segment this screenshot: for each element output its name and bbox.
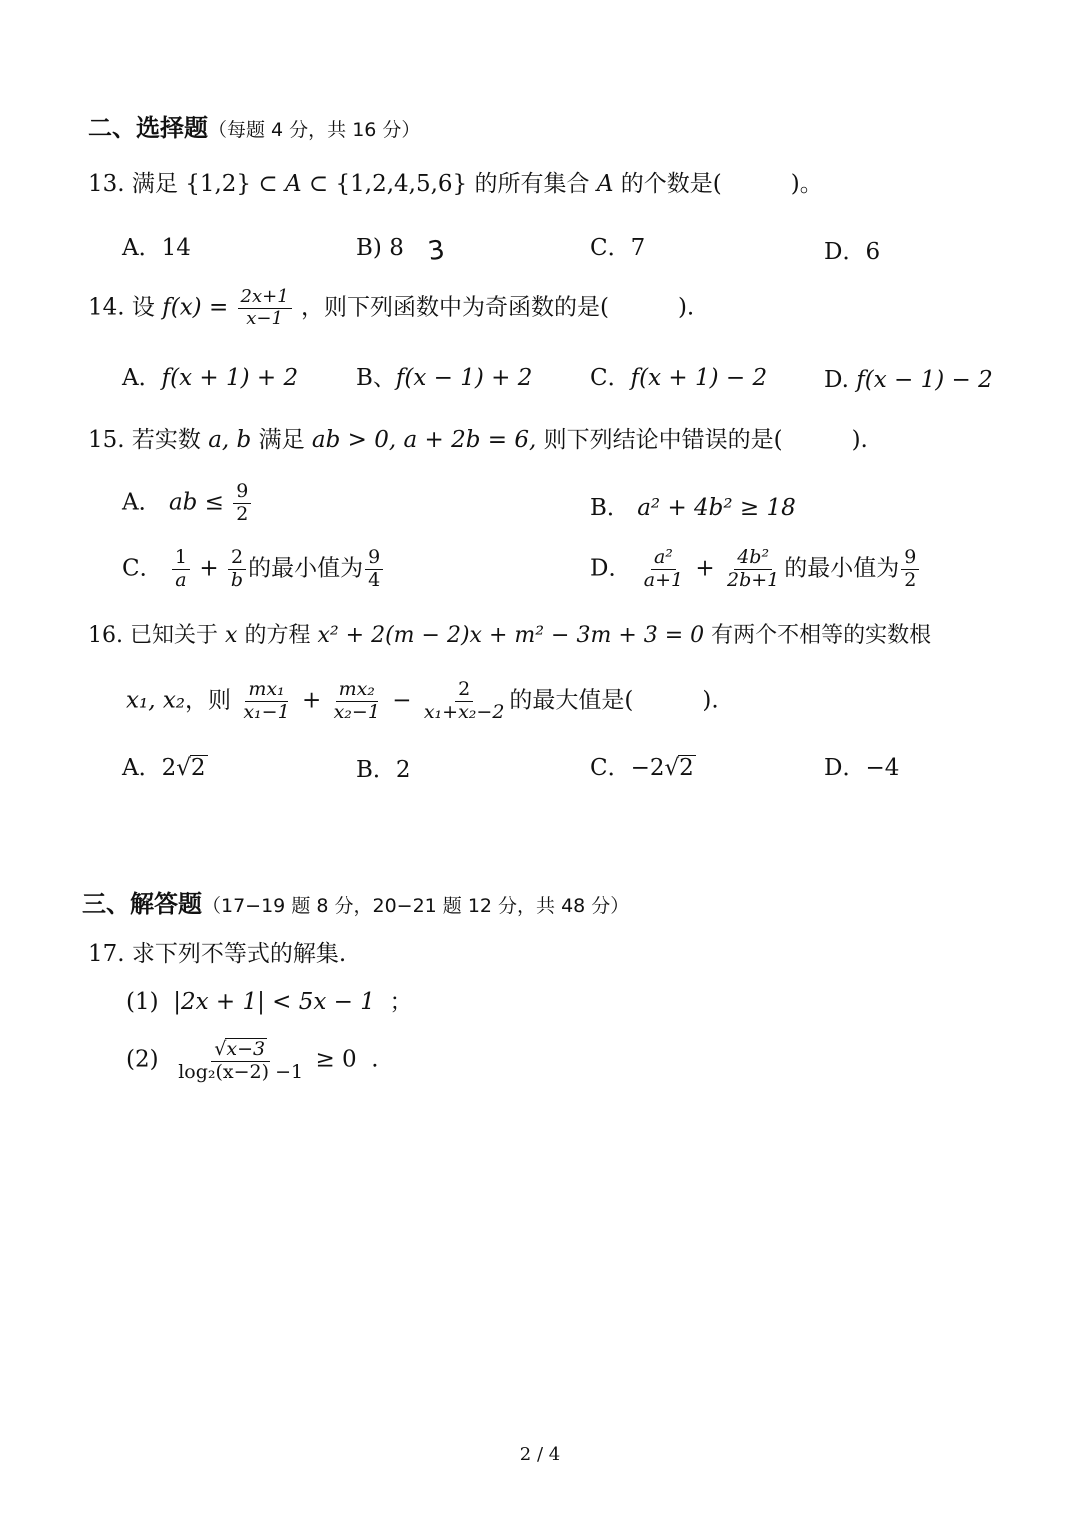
q13-option-a [122, 232, 191, 264]
q14-frac-num: 2x+1 [238, 288, 292, 309]
page-number: 2 / 4 [519, 1444, 561, 1465]
q13-A2: A [596, 171, 614, 197]
q15-option-d-n1: a² [651, 548, 676, 570]
question-16 [88, 620, 931, 652]
q14-option-c-value: f(x + 1) − 2 [630, 365, 768, 391]
q13-A: A [284, 171, 302, 197]
q16-stem-post: 有两个不相等的实数根 [711, 623, 932, 648]
q13-option-a-value: 14 [161, 235, 191, 261]
q16-stem-pre: 已知关于 [130, 623, 219, 648]
q15-option-d-d2: 2b+1 [727, 568, 780, 591]
q13-subset1: ⊂ [258, 171, 278, 197]
q17-number: 17. [88, 941, 125, 967]
q15-option-d-d1: a+1 [643, 568, 684, 591]
q14-stem-post: ，则下列函数中为奇函数的是( ). [300, 294, 695, 321]
q14-fx: f(x) = [162, 294, 229, 321]
q15-option-b-expr: a² + 4b² ≥ 18 [637, 495, 796, 521]
q16-option-c-radical: √ [664, 755, 680, 781]
q15-option-c-n1: 1 [172, 548, 190, 570]
q14-option-d-value: f(x − 1) − 2 [856, 367, 993, 393]
q16-plus: + [301, 687, 322, 714]
q15-option-d-n2: 4b² [734, 548, 772, 570]
q15-option-c-plus: + [199, 555, 219, 582]
q15-option-c [122, 548, 385, 591]
q15-option-d-plus: + [695, 555, 715, 582]
q17-part-1-label: (1) [126, 989, 159, 1015]
q15-option-d-n3: 9 [901, 548, 919, 570]
q13-option-b-value: 8 [389, 235, 404, 261]
q16-roots: x₁, x₂ [126, 687, 186, 714]
q16-option-c-label: C． [590, 755, 631, 781]
q15-stem-mid: 满足 [258, 427, 305, 453]
q17-part-2-numerator [211, 1038, 270, 1062]
q15-option-d-frac3 [901, 548, 919, 591]
section-2-note: （每题 4 分，共 16 分） [208, 119, 421, 141]
q14-frac-den: x−1 [246, 307, 283, 329]
q14-option-b-value: f(x − 1) + 2 [395, 365, 533, 391]
q17-part-1-expr: |2x + 1| < 5x − 1 [173, 989, 375, 1015]
q13-set2: {1,2,4,5,6} [335, 171, 468, 197]
q16-option-d-value: −4 [865, 755, 900, 781]
q16-f1-den: x₁−1 [243, 700, 290, 723]
q15-option-c-n2: 2 [228, 548, 246, 570]
q17-part-2-rel: ≥ 0 [315, 1046, 357, 1073]
q16-option-c [590, 752, 696, 784]
section-2-header [88, 108, 420, 143]
q14-stem-pre: 设 [131, 294, 155, 321]
q15-option-c-text: 的最小值为 [248, 555, 364, 582]
q14-option-d-label: D. [824, 367, 849, 393]
q13-option-c-value: 7 [630, 235, 646, 261]
q15-stem-pre: 若实数 [131, 427, 201, 453]
q14-option-a-label: A． [122, 365, 162, 391]
q13-stem-post: 的所有集合 [474, 171, 590, 197]
q16-then: ，则 [185, 687, 232, 714]
q17-part-2-radical: √ [214, 1038, 227, 1060]
q15-option-c-d1: a [175, 568, 187, 591]
q16-frac3 [421, 680, 508, 723]
q15-option-c-d3: 4 [368, 568, 381, 591]
q16-minus: − [392, 687, 412, 714]
q13-stem-end: 的个数是( )。 [620, 171, 823, 197]
q15-option-d-d3: 2 [904, 568, 917, 591]
q16-number: 16. [88, 623, 123, 648]
q17-stem: 求下列不等式的解集. [131, 941, 347, 967]
q15-option-d [590, 548, 921, 591]
q16-option-a-radical: √ [176, 755, 191, 781]
q16-f2-den: x₂−1 [333, 700, 380, 723]
q15-option-d-frac1 [641, 548, 686, 591]
q16-option-b-label: B． [356, 757, 396, 783]
question-17 [88, 938, 346, 970]
q15-option-c-frac1 [172, 548, 190, 591]
section-3-header [82, 884, 629, 919]
q15-option-b [590, 492, 796, 524]
q16-frac2 [331, 680, 383, 723]
q15-option-c-label: C． [122, 555, 163, 582]
q15-option-a-fraction [233, 482, 251, 525]
q15-option-a-den: 2 [236, 502, 249, 525]
q13-handwritten-mark: 3 [425, 234, 447, 268]
q13-option-a-label: A． [122, 235, 162, 261]
question-13 [88, 168, 823, 200]
q14-number: 14. [88, 294, 125, 321]
section-3-title: 三、解答题 [82, 890, 202, 918]
q16-option-d [824, 752, 899, 784]
q16-line2 [126, 680, 719, 723]
q14-option-a [122, 362, 298, 394]
q14-option-b-label: B、 [356, 365, 396, 391]
q15-option-a-label: A． [122, 489, 162, 516]
q15-option-d-frac2 [724, 548, 782, 591]
q16-stem-mid: 的方程 [244, 623, 311, 648]
q15-option-b-label: B． [590, 495, 630, 521]
q13-option-c-label: C． [590, 235, 631, 261]
q15-option-a-expr: ab ≤ [168, 489, 224, 516]
question-15 [88, 424, 868, 456]
q16-option-a-coef: 2 [161, 755, 177, 781]
q16-option-a [122, 752, 208, 784]
q17-part-1 [126, 986, 413, 1018]
section-2-title: 二、选择题 [88, 114, 208, 142]
q14-option-b [356, 362, 532, 394]
q17-part-2-den: log₂(x−2) −1 [178, 1060, 304, 1083]
q16-option-a-label: A． [122, 755, 162, 781]
q15-option-c-frac2 [228, 548, 246, 591]
q13-subset2: ⊂ [308, 171, 329, 197]
q13-option-d-label: D． [824, 239, 866, 265]
q14-fraction [238, 288, 292, 329]
q17-part-2-label: (2) [126, 1046, 159, 1073]
q15-number: 15. [88, 427, 125, 453]
q16-f3-num: 2 [455, 680, 473, 702]
q14-option-c-label: C． [590, 365, 631, 391]
q17-part-2 [126, 1038, 379, 1083]
q16-frac1 [240, 680, 292, 723]
q13-stem-pre: 满足 [131, 171, 178, 197]
q13-number: 13. [88, 171, 125, 197]
q15-option-c-frac3 [365, 548, 383, 591]
q13-option-d [824, 236, 880, 268]
q16-x: x [225, 623, 238, 648]
q16-f1-num: mx₁ [245, 680, 287, 702]
question-14 [88, 288, 694, 329]
q13-option-d-value: 6 [865, 239, 881, 265]
q15-vars: a, b [208, 427, 252, 453]
q16-option-c-coef: −2 [630, 755, 665, 781]
q17-part-1-end: ； [389, 989, 413, 1015]
q15-option-c-d2: b [230, 568, 244, 591]
q15-option-d-text: 的最小值为 [784, 555, 900, 582]
q16-option-d-label: D． [824, 755, 866, 781]
q15-option-a [122, 482, 253, 525]
q14-option-c [590, 362, 767, 394]
q16-option-c-radicand: 2 [679, 755, 694, 781]
q15-option-d-label: D． [590, 555, 632, 582]
q16-option-b-value: 2 [395, 757, 411, 783]
q13-option-b [356, 232, 404, 264]
q17-part-2-end: . [371, 1046, 379, 1073]
q14-option-d [824, 364, 993, 396]
q16-f3-den: x₁+x₂−2 [423, 700, 505, 723]
q17-part-2-radicand: x−3 [226, 1038, 266, 1060]
q16-option-b [356, 754, 411, 786]
q16-f2-num: mx₂ [336, 680, 378, 702]
q15-option-a-num: 9 [233, 482, 251, 504]
q15-stem-post: 则下列结论中错误的是( ). [543, 427, 868, 453]
q16-option-a-radicand: 2 [190, 755, 206, 781]
section-3-note: （17−19 题 8 分，20−21 题 12 分，共 48 分） [202, 895, 630, 917]
q15-condition: ab > 0, a + 2b = 6, [311, 427, 537, 453]
q16-equation: x² + 2(m − 2)x + m² − 3m + 3 = 0 [317, 623, 705, 648]
q17-part-2-fraction [175, 1038, 306, 1083]
q15-option-c-n3: 9 [365, 548, 383, 570]
q13-set1: {1,2} [185, 171, 252, 197]
q14-option-a-value: f(x + 1) + 2 [161, 365, 299, 391]
q16-stem-end: 的最大值是( ). [509, 687, 719, 714]
q13-option-c [590, 232, 645, 264]
q13-option-b-label: B) [356, 235, 382, 261]
